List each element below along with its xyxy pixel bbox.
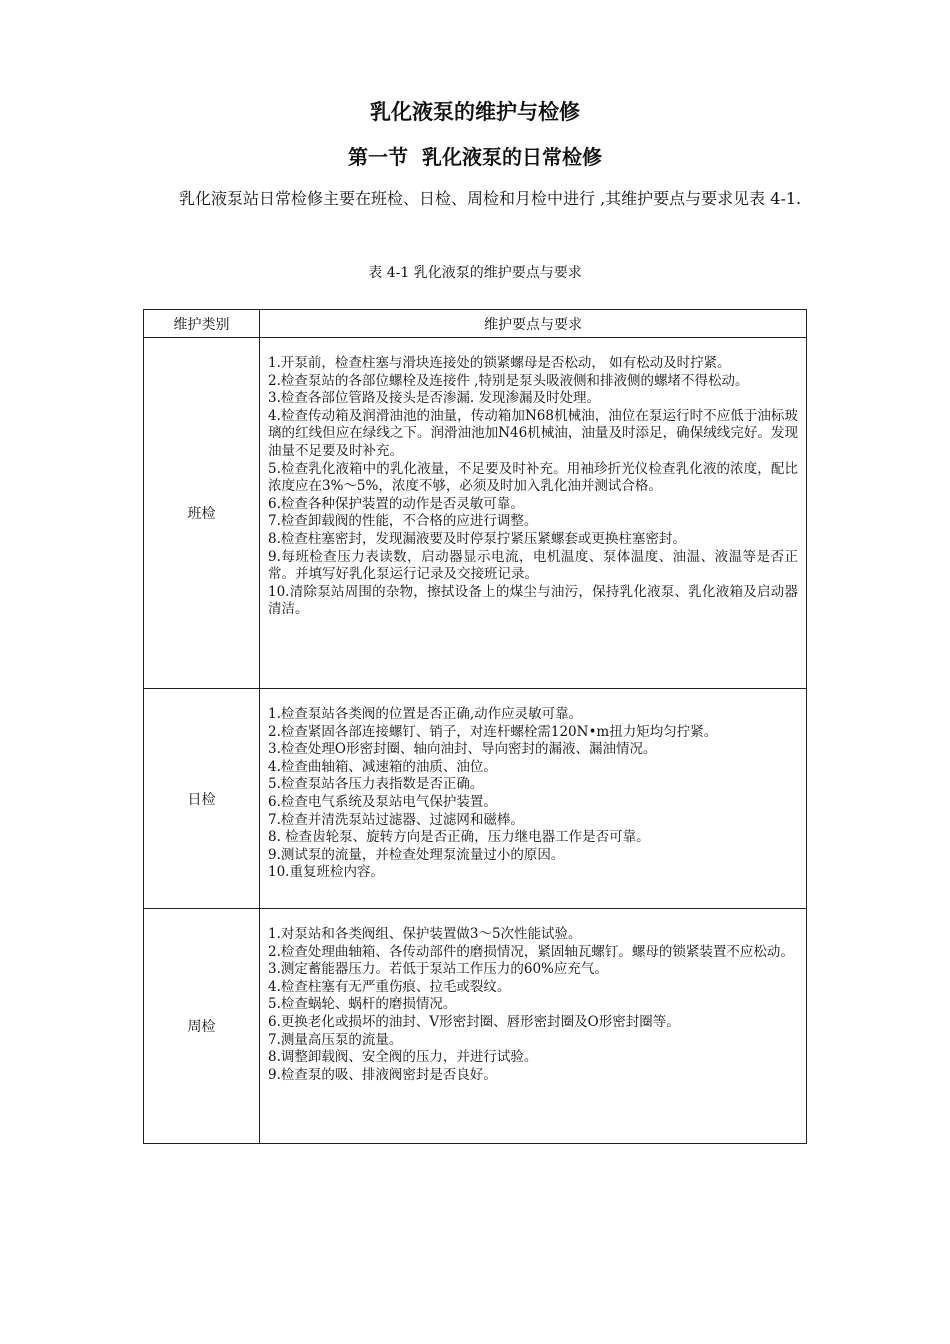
- table-row: [144, 689, 807, 909]
- category-cell: 周检: [144, 909, 260, 1144]
- category-cell: 班检: [144, 338, 260, 689]
- table-row: [144, 338, 807, 689]
- intro-paragraph: 乳化液泵站日常检修主要在班检、日检、周检和月检中进行 ,其维护要点与要求见表 4-1.: [179, 189, 802, 208]
- category-cell: 日检: [144, 689, 260, 909]
- list-item: 2.检查泵站的各部位螺栓及连接件 ,特别是泵头吸液侧和排液侧的螺堵不得松动。: [268, 372, 749, 389]
- list-item: 8.检查柱塞密封，发现漏液要及时停泵拧紧压紧螺套或更换柱塞密封。: [268, 530, 686, 547]
- list-item: 6.更换老化或损坏的油封、V形密封圈、唇形密封圈及O形密封圈等。: [268, 1013, 680, 1030]
- list-item: 7.检查卸载阀的性能，不合格的应进行调整。: [268, 513, 538, 530]
- list-item: 3.检查处理O形密封圈、轴向油封、导向密封的漏液、漏油情况。: [268, 741, 657, 758]
- list-item: 7.检查并清洗泵站过滤器、过滤网和磁棒。: [268, 811, 524, 828]
- list-item: 4.检查柱塞有无严重伤痕、拉毛或裂纹。: [268, 978, 511, 995]
- list-item: 10.清除泵站周围的杂物，擦拭设备上的煤尘与油污，保持乳化液泵、乳化液箱及启动器清洁。: [268, 583, 798, 618]
- page-title: 乳化液泵的维护与检修: [370, 100, 580, 124]
- list-item: 6.检查各种保护装置的动作是否灵敏可靠。: [268, 495, 524, 512]
- list-item: 8.调整卸载阀、安全阀的压力，并进行试验。: [268, 1049, 538, 1066]
- list-item: 2.检查处理曲轴箱、各传动部件的磨损情况，紧固轴瓦螺钉。螺母的锁紧装置不应松动。: [268, 943, 794, 960]
- header-requirements: 维护要点与要求: [260, 310, 807, 338]
- table-caption: 表 4-1 乳化液泵的维护要点与要求: [368, 265, 582, 281]
- list-item: 5.检查蜗轮、蜗杆的磨损情况。: [268, 996, 457, 1013]
- list-item: 5.检查泵站各压力表指数是否正确。: [268, 776, 484, 793]
- list-item: 3.测定蓄能器压力。若低于泵站工作压力的60%应充气。: [268, 961, 608, 978]
- list-item: 4.检查曲轴箱、减速箱的油质、油位。: [268, 758, 497, 775]
- list-item: 9.每班检查压力表读数，启动器显示电流，电机温度、泵体温度、油温、液温等是否正常。并填写好乳化泵运行记录及交接班记录。: [268, 548, 798, 583]
- list-item: 5.检查乳化液箱中的乳化液量，不足要及时补充。用袖珍折光仪检查乳化液的浓度，配比浓度应在3%～5%，浓度不够，必须及时加入乳化油并测试合格。: [268, 460, 798, 495]
- items-cell: [260, 338, 807, 689]
- list-item: 9.检查泵的吸、排液阀密封是否良好。: [268, 1066, 497, 1083]
- list-item: 7.测量高压泵的流量。: [268, 1031, 403, 1048]
- list-item: 1.对泵站和各类阀组、保护装置做3～5次性能试验。: [268, 926, 582, 942]
- list-item: 9.测试泵的流量，并检查处理泵流量过小的原因。: [268, 846, 565, 863]
- list-item: 2.检查紧固各部连接螺钉、销子，对连杆螺栓需120N•m扭力矩均匀拧紧。: [268, 723, 718, 740]
- list-item: 6.检查电气系统及泵站电气保护装置。: [268, 793, 497, 810]
- table-header-row: [144, 310, 807, 338]
- list-item: 1.开泵前，检查柱塞与滑块连接处的锁紧螺母是否松动， 如有松动及时拧紧。: [268, 355, 731, 371]
- items-cell: [260, 909, 807, 1144]
- maintenance-table: [143, 309, 807, 1144]
- list-item: 4.检查传动箱及润滑油池的油量，传动箱加N68机械油，油位在泵运行时不应低于油标玻璃的红线但应在绿线之下。润滑油池加N46机械油，油量及时添足，确保绒线完好。发现油量不足要及时补充。: [268, 407, 798, 459]
- list-item: 1.检查泵站各类阀的位置是否正确,动作应灵敏可靠。: [268, 706, 583, 722]
- items-cell: [260, 689, 807, 909]
- list-item: 10.重复班检内容。: [268, 864, 384, 881]
- table-row: [144, 909, 807, 1144]
- header-category: 维护类别: [144, 310, 260, 338]
- list-item: 3.检查各部位管路及接头是否渗漏. 发现渗漏及时处理。: [268, 390, 600, 407]
- list-item: 8. 检查齿轮泵、旋转方向是否正确，压力继电器工作是否可靠。: [268, 829, 650, 846]
- section-title: 第一节 乳化液泵的日常检修: [348, 145, 602, 169]
